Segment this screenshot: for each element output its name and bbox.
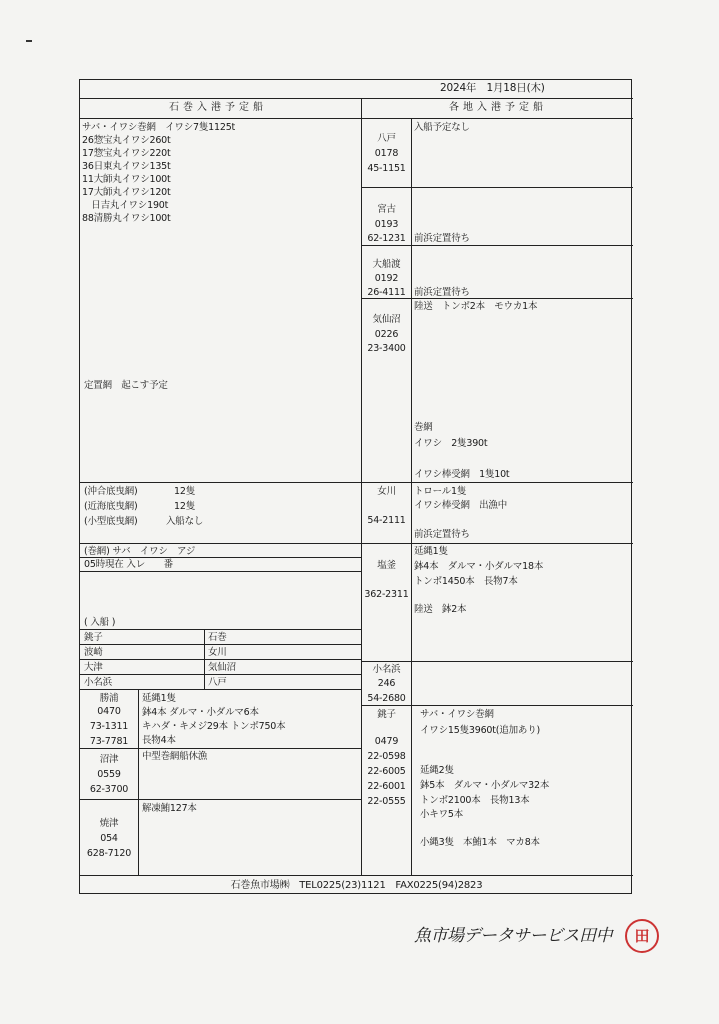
region-tel: 26-4111	[367, 287, 406, 298]
region-line: 小縄3隻 本鮪1本 マカ8本	[420, 837, 540, 848]
port-row-line	[80, 674, 361, 675]
region-line: 前浜定置待ち	[414, 233, 470, 244]
region-tel: 246	[377, 678, 396, 689]
region-name: 銚子	[377, 709, 396, 720]
region-tel: 22-6001	[367, 781, 406, 792]
set-net-note: 定置網 起こす予定	[84, 380, 168, 391]
region-line: 鉢4本 ダルマ・小ダルマ18本	[414, 561, 544, 572]
region-tel: 54-2111	[367, 515, 406, 526]
region-tel: 0193	[374, 219, 399, 230]
line-trawl	[80, 482, 361, 483]
region-name: 気仙沼	[372, 314, 401, 325]
trawl-value: 入船なし	[166, 516, 204, 527]
region-tel: 0178	[374, 148, 399, 159]
trawl-value: 12隻	[174, 486, 195, 497]
purse-line: 88清勝丸イワシ100t	[82, 213, 171, 224]
line-ports	[80, 629, 361, 630]
region-line: 延縄1隻	[414, 546, 448, 557]
region-name: 焼津	[99, 818, 119, 829]
region-tel: 22-6005	[367, 766, 406, 777]
region-line: イワシ15隻3960t(追加あり)	[420, 725, 541, 736]
port-name: 気仙沼	[208, 662, 236, 673]
region-name: 宮古	[377, 204, 396, 215]
port-name: 銚子	[84, 632, 103, 643]
trawl-label: (近海底曳網)	[84, 501, 138, 512]
region-line: キハダ・キメジ29本 トンボ750本	[142, 721, 286, 732]
line-onagawa	[361, 482, 633, 483]
region-tel: 62-3700	[89, 784, 129, 795]
region-line: 解凍鮪127本	[142, 803, 197, 814]
trawl-label: (沖合底曳網)	[84, 486, 138, 497]
divider-left-lower	[138, 689, 139, 875]
region-name: 女川	[377, 486, 396, 497]
region-tel: 0470	[97, 706, 121, 717]
region-tel: 054	[100, 833, 118, 844]
handwritten-signature: 魚市場データサービス田中	[414, 926, 612, 946]
trawl-label: (小型底曳網)	[84, 516, 138, 527]
purse-line: 17惣宝丸イワシ220t	[82, 148, 171, 159]
port-name: 石巻	[208, 632, 227, 643]
port-name: 小名浜	[84, 677, 112, 688]
region-tel: 73-1311	[89, 721, 129, 732]
line-miyako	[361, 187, 633, 188]
line-numazu	[80, 748, 361, 749]
line-choshi	[361, 705, 633, 706]
region-tel: 362-2311	[364, 589, 409, 600]
nyusen-label: ( 入船 )	[84, 617, 116, 628]
footer-contact: 石巻魚市場㈱ TEL0225(23)1121 FAX0225(94)2823	[230, 880, 483, 891]
line-lower-left	[80, 689, 361, 690]
region-name: 塩釜	[377, 560, 396, 571]
line-footer	[80, 875, 633, 876]
region-name: 八戸	[377, 133, 396, 144]
region-line: 陸送 トンボ2本 モウカ1本	[414, 301, 538, 312]
line-shiogama	[361, 543, 633, 544]
region-tel: 0192	[374, 273, 399, 284]
region-name: 勝浦	[99, 693, 119, 704]
purse-line: 11大師丸イワシ100t	[82, 174, 171, 185]
region-tel: 22-0598	[367, 751, 406, 762]
line-yaizu	[80, 799, 361, 800]
region-tel: 0479	[374, 736, 399, 747]
region-tel: 628-7120	[86, 848, 132, 859]
line-header	[80, 118, 633, 119]
region-line: 鉢5本 ダルマ・小ダルマ32本	[420, 780, 550, 791]
paper-mark	[26, 40, 32, 42]
region-tel: 22-0555	[367, 796, 406, 807]
region-line: イワシ棒受網 1隻10t	[414, 469, 510, 480]
port-row-line	[80, 644, 361, 645]
region-line: 延縄2隻	[420, 765, 454, 776]
line-onahama	[361, 661, 633, 662]
region-line: トロール1隻	[414, 486, 467, 497]
makiami-line: (巻網) サバ イワシ アジ	[84, 546, 196, 557]
region-name: 沼津	[99, 754, 119, 765]
region-line: 陸送 鉢2本	[414, 604, 467, 615]
region-line: 前浜定置待ち	[414, 287, 470, 298]
line-makiami	[80, 543, 361, 544]
purse-line: 26惣宝丸イワシ260t	[82, 135, 171, 146]
region-line: イワシ棒受網 出漁中	[414, 500, 508, 511]
report-date: 2024年 1月18日(木)	[440, 82, 545, 94]
region-line: イワシ 2隻390t	[414, 438, 488, 449]
divider-region	[411, 118, 412, 875]
line-date	[80, 98, 633, 99]
region-name: 大船渡	[372, 259, 401, 270]
region-tel: 0226	[374, 329, 399, 340]
purse-line: 日吉丸イワシ190t	[82, 200, 169, 211]
port-row-line	[80, 659, 361, 660]
line-order-end	[80, 571, 361, 572]
port-name: 女川	[208, 647, 227, 658]
region-line: サバ・イワシ巻網	[420, 709, 494, 720]
region-line: 巻網	[414, 422, 433, 433]
port-name: 波崎	[84, 647, 103, 658]
ishinomaki-header: 石巻入港予定船	[169, 102, 267, 113]
region-line: 延縄1隻	[142, 693, 176, 704]
port-name: 大津	[84, 662, 103, 673]
region-line: 小キワ5本	[420, 809, 464, 820]
purse-line: 36日東丸イワシ135t	[82, 161, 171, 172]
port-name: 八戸	[208, 677, 227, 688]
order-line: 05時現在 入レ 番	[84, 559, 173, 570]
report-sheet	[79, 79, 632, 894]
purse-line: 17大師丸イワシ120t	[82, 187, 171, 198]
region-line: 長物4本	[142, 735, 176, 746]
region-tel: 73-7781	[89, 736, 129, 747]
line-ofunato	[361, 245, 633, 246]
personal-seal: 田	[625, 919, 659, 953]
region-tel: 23-3400	[367, 343, 406, 354]
region-line: 中型巻網船休漁	[142, 751, 208, 762]
region-tel: 62-1231	[367, 233, 406, 244]
trawl-value: 12隻	[174, 501, 195, 512]
line-kesennuma	[361, 298, 633, 299]
region-line: 入船予定なし	[414, 122, 470, 133]
region-line: 鉢4本 ダルマ・小ダルマ6本	[142, 707, 259, 718]
regions-header: 各地入港予定船	[449, 102, 547, 113]
region-line: トンボ2100本 長物13本	[420, 795, 530, 806]
region-line: 前浜定置待ち	[414, 529, 470, 540]
region-name: 小名浜	[372, 664, 401, 675]
region-tel: 45-1151	[367, 163, 406, 174]
region-tel: 54-2680	[367, 693, 406, 704]
region-line: トンボ1450本 長物7本	[414, 576, 518, 587]
purse-seine-title: サバ・イワシ巻網 イワシ7隻1125t	[82, 122, 236, 133]
region-tel: 0559	[97, 769, 121, 780]
